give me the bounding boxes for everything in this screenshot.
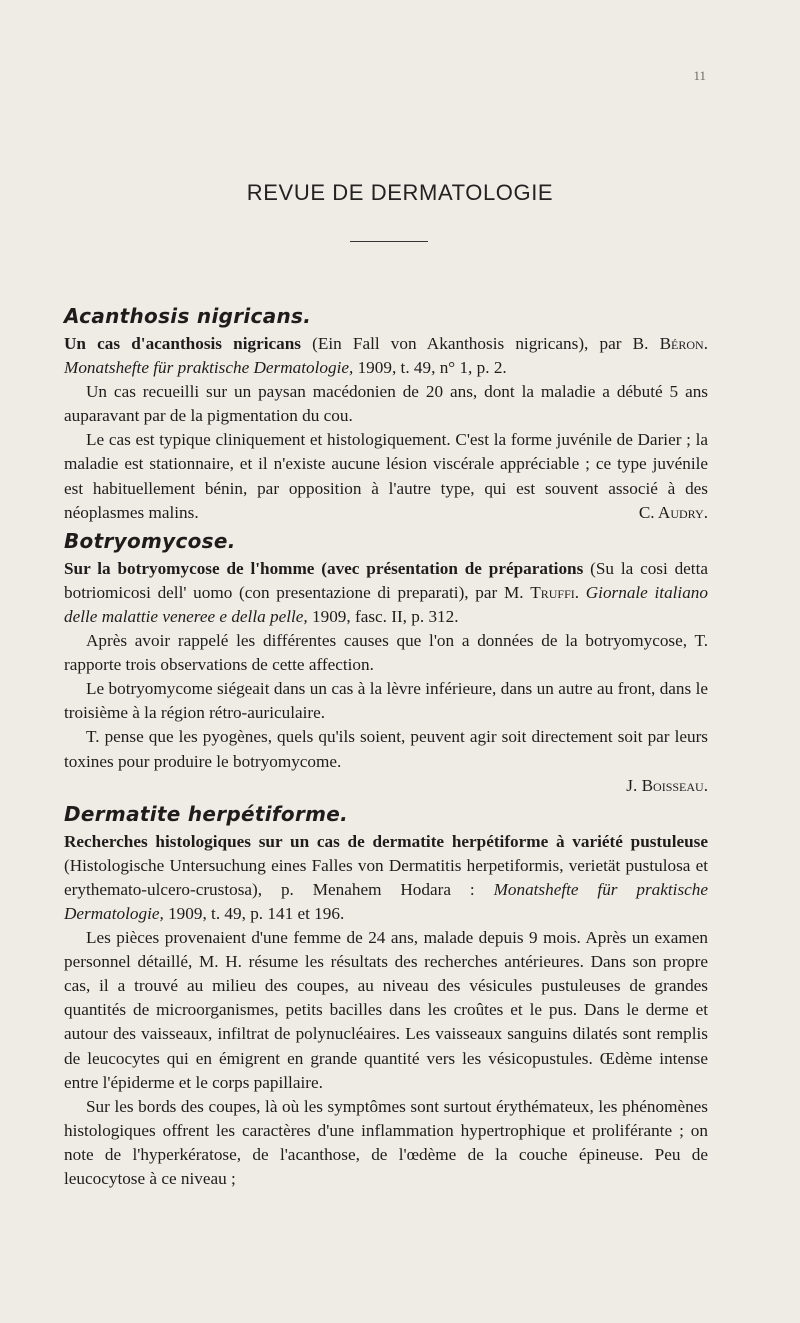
- title-rule: [350, 241, 428, 242]
- page-number: 11: [693, 68, 706, 83]
- paragraph: Un cas recueilli sur un paysan macédonien de 20 ans, dont la maladie a débuté 5 ans auparavant par de la pigmentation du cou.: [64, 382, 708, 426]
- section-title-acanthosis: Acanthosis nigricans.: [64, 304, 312, 328]
- reference-journal: Monatshefte für praktische Dermatologie,: [64, 879, 708, 923]
- reference-journal: Monatshefte für praktische Dermatologie,: [64, 358, 354, 378]
- paragraph: [64, 428, 708, 524]
- article-body: [64, 300, 708, 1191]
- paragraph: Sur les bords des coupes, là où les symptômes sont surtout érythémateux, les phénomènes histologiques offrent les caractères d'une inflammation hypertrophique et proliférante ; on note de l'hyperkératose, de l'acanthose, de l'œdème de la couche épineuse. Peu de leucocytose à ce niveau ;: [64, 1096, 708, 1188]
- reference-botryomycose: [64, 557, 708, 629]
- paragraph-text: Le cas est typique cliniquement et histologiquement. C'est la forme juvénile de Darier ; la maladie est stationnaire, et il n'existe aucune lésion viscérale appréciable ; ce type juvénile est habituellement bénin, par opposition à l'autre type, qui est souvent associé à des néoplasmes malins.: [64, 430, 708, 522]
- paragraph: Les pièces provenaient d'une femme de 24 ans, malade depuis 9 mois. Après un examen personnel détaillé, M. H. résume les résultats des recherches antérieures. Dans son propre cas, il a trouvé au milieu des coupes, au niveau des vésicules pustuleuses de grandes quantités de microorganismes, petits bacilles dans les croûtes et le pus. Dans le derme et autour des vaisseaux, infiltrat de polynucléaires. Les vaisseaux sanguins dilatés sont remplis de leucocytes qui en émigrent en grande quantité vers les vésicopustules. Œdème intense entre l'épiderme et le corps papillaire.: [64, 928, 708, 1092]
- reference-tail: 1909, t. 49, n° 1, p. 2.: [353, 358, 507, 378]
- reference-text: (Su la cosi detta botriomicosi dell' uomo (con presentazione di preparati), par M.: [64, 558, 708, 602]
- reference-sep: .: [574, 582, 586, 602]
- reference-title: Un cas d'acanthosis nigricans: [64, 334, 301, 353]
- reference-author: Truffi: [530, 582, 575, 602]
- reference-acanthosis: [64, 332, 708, 380]
- reference-title: Recherches histologiques sur un cas de dermatite herpétiforme à variété pustuleuse: [64, 831, 708, 851]
- paragraph: T. pense que les pyogènes, quels qu'ils soient, peuvent agir soit directement soit par leurs toxines pour produire le botryomycome.: [64, 727, 708, 771]
- journal-title: REVUE DE DERMATOLOGIE: [246, 180, 554, 205]
- paragraph: Après avoir rappelé les différentes causes que l'on a données de la botryomycose, T. rapporte trois observations de cette affection.: [64, 631, 708, 675]
- reference-sep: .: [703, 334, 709, 353]
- reference-text: (Ein Fall von Akanthosis nigricans), par B.: [300, 334, 660, 353]
- signature: C. Audry.: [638, 502, 708, 522]
- reference-tail: 1909, t. 49, p. 141 et 196.: [163, 903, 345, 923]
- reference-author: Béron: [659, 334, 704, 353]
- reference-tail: 1909, fasc. II, p. 312.: [307, 606, 459, 626]
- section-title-botryomycose: Botryomycose.: [64, 528, 236, 553]
- signature: J. Boisseau.: [626, 775, 708, 795]
- reference-text: (Histologische Untersuchung eines Falles von Dermatitis herpetiformis, verietät pustulosa et erythemato-ulcero-crustosa), p. Menahem Hodara :: [64, 855, 708, 899]
- reference-dermatite: [64, 830, 708, 926]
- paragraph: Le botryomycome siégeait dans un cas à la lèvre inférieure, dans un autre au front, dans le troisième à la région rétro-auriculaire.: [64, 679, 708, 723]
- reference-title: Sur la botryomycose de l'homme (avec présentation de préparations: [64, 558, 584, 578]
- reference-journal: Giornale italiano delle malattie veneree e della pelle,: [64, 582, 708, 626]
- section-title-dermatite: Dermatite herpétiforme.: [64, 801, 349, 826]
